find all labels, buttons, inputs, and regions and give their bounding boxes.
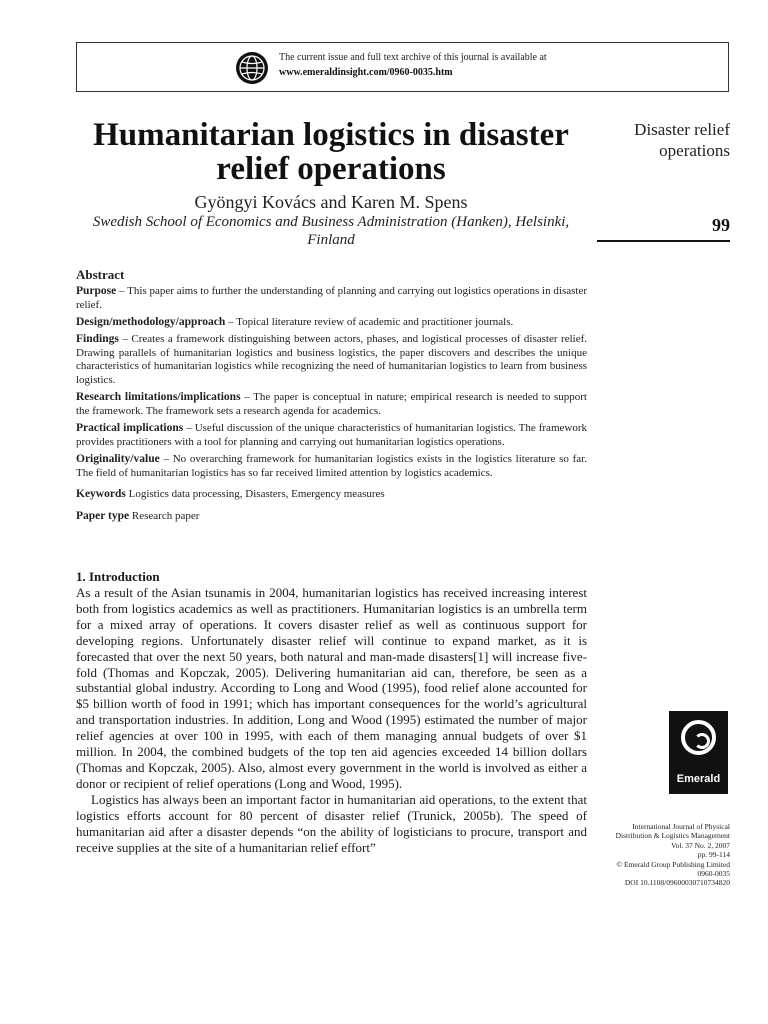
design-text: – Topical literature review of academic and practitioner journals. <box>225 315 514 328</box>
page-number: 99 <box>712 215 730 235</box>
findings-text: – Creates a framework distinguishing between actors, phases, and logistical processes of disaster relief. Drawing parallels of humanitarian logistics and business logistics, the paper discovers and describes the unique characteristics of humanitarian logistics while recognizing the need of humanitarian logistics to learn from business logistics. <box>76 332 587 387</box>
emerald-logo <box>669 711 728 794</box>
abstract-findings <box>76 333 587 389</box>
abstract-keywords <box>76 488 587 502</box>
availability-text: The current issue and full text archive of this journal is available at <box>279 52 547 63</box>
originality-text: – No overarching framework for humanitarian logistics exists in the logistics literature so far. The field of humanitarian logistics has so far received limited attention by logistics academics. <box>76 452 587 479</box>
introduction-paragraph-2: Logistics has always been an important factor in humanitarian aid operations, to the extent that logistics efforts account for 80 percent of disaster relief (Trunick, 2005b). The speed of humanitarian aid after a disaster depends “on the ability of logisticians to procure, transport and receive supplies at the site of a humanitarian relief effort” <box>76 791 587 855</box>
abstract-practical <box>76 422 587 450</box>
abstract-originality <box>76 453 587 481</box>
emerald-logo-text: Emerald <box>676 773 721 785</box>
originality-label: Originality/value <box>76 452 160 465</box>
purpose-label: Purpose <box>76 284 117 297</box>
author-affiliation: Swedish School of Economics and Business Administration (Hanken), Helsinki, Finland <box>92 214 570 248</box>
journal-issn: 0960-0035 <box>697 869 730 879</box>
paper-type-text: Research paper <box>129 509 200 522</box>
journal-name-line-2: Distribution & Logistics Management <box>615 831 730 841</box>
abstract-heading: Abstract <box>76 267 125 282</box>
purpose-text: – This paper aims to further the understanding of planning and carrying out logistics operations in disaster relief. <box>76 284 587 311</box>
design-label: Design/methodology/approach <box>76 315 226 328</box>
abstract-paper-type <box>76 510 587 524</box>
globe-icon <box>236 52 268 84</box>
abstract-design <box>76 316 587 330</box>
abstract-purpose <box>76 285 587 313</box>
journal-url-link[interactable]: www.emeraldinsight.com/0960-0035.htm <box>279 67 453 78</box>
journal-doi: DOI 10.1108/09600030710734820 <box>624 878 730 888</box>
journal-name-line-1: International Journal of Physical <box>632 822 730 831</box>
research-text: – The paper is conceptual in nature; empirical research is needed to support the framework. The framework sets a research agenda for academics. <box>76 391 587 418</box>
introduction-paragraph-1: As a result of the Asian tsunamis in 2004, humanitarian logistics has received increasing interest both from logistics academics as well as practitioners. Humanitarian logistics is an umbrella term for a mixed array of operations. It covers disaster relief as well as continuous support for developing regions. Unfortunately disaster relief will continue to expand market, as it is forecasted that over the next 50 years, both natural and man-made disasters[1] will increase five-fold (Thomas and Kopczak, 2005). Delivering humanitarian aid can, therefore, be seen as a substantial global industry. According to Long and Wood (1995), food relief alone accounted for $5 billion worth of food in 1991; which has important consequences for the world’s agricultural and transportation industries. In addition, Long and Wood (1995) estimated the number of major relief agencies at over 100 in 1995, with each of them managing annual budgets of over $1 million. In 2004, the combined budgets of the top ten aid agencies exceeded 14 billion dollars (Thomas and Kopczak, 2005). Also, almost every government in the world is involved as either a donor or recipient of relief operations (Long and Wood, 1995). <box>76 585 587 791</box>
journal-citation <box>580 822 730 888</box>
journal-copyright: © Emerald Group Publishing Limited <box>616 859 730 869</box>
practical-text: – Useful discussion of the unique characteristics of humanitarian logistics. The framework provides practitioners with a tool for planning and carrying out humanitarian logistics operations. <box>76 422 587 448</box>
journal-availability-notice <box>76 42 729 92</box>
article-authors: Gyöngyi Kovács and Karen M. Spens <box>194 192 468 212</box>
abstract-section <box>76 268 587 527</box>
journal-volume: Vol. 37 No. 2, 2007 <box>671 840 730 850</box>
keywords-label: Keywords <box>76 487 126 500</box>
paper-type-label: Paper type <box>76 509 130 522</box>
research-label: Research limitations/implications <box>76 391 241 404</box>
article-title: Humanitarian logistics in disaster relief operations <box>93 117 569 187</box>
findings-label: Findings <box>76 332 119 345</box>
header-rule <box>597 240 730 242</box>
introduction-heading: 1. Introduction <box>76 569 160 584</box>
emerald-logo-icon <box>681 720 716 755</box>
running-title: Disaster relief operations <box>634 120 730 160</box>
practical-label: Practical implications <box>76 422 184 435</box>
abstract-research <box>76 391 587 419</box>
keywords-text: Logistics data processing, Disasters, Emergency measures <box>125 487 385 500</box>
introduction-section <box>76 569 587 855</box>
journal-pages: pp. 99-114 <box>697 850 730 860</box>
